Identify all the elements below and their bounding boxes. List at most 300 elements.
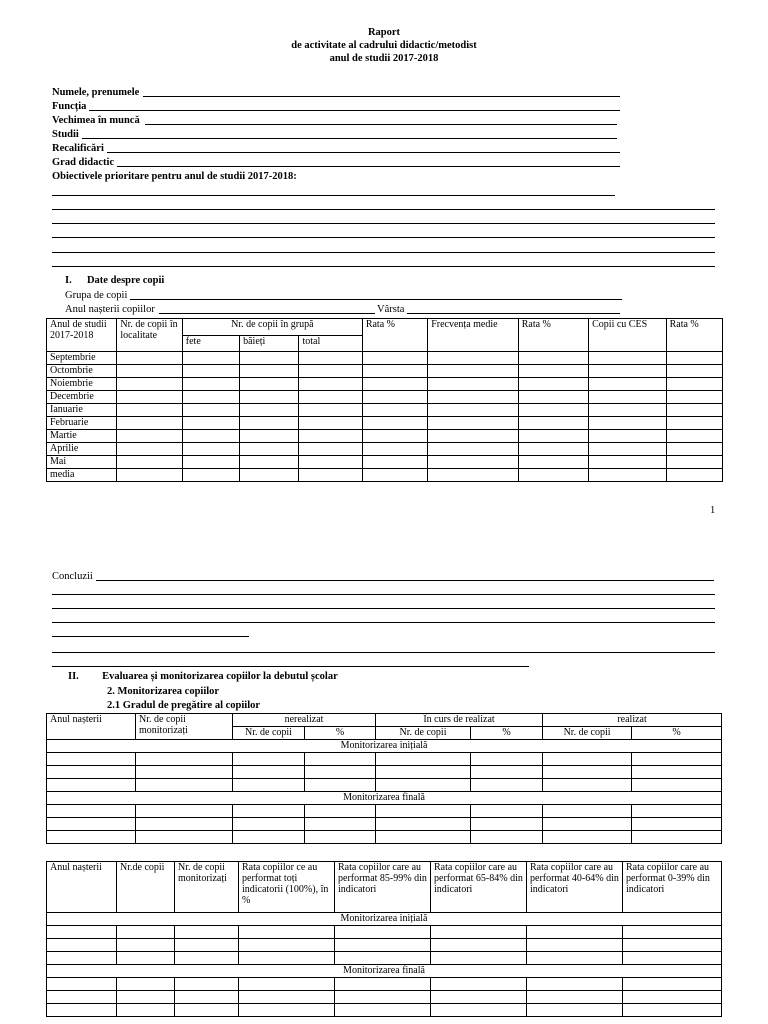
table-row [47,1004,722,1017]
table-cell[interactable] [182,443,239,456]
row-label: Mai [47,456,117,469]
conclusions-line-2[interactable] [52,594,715,595]
table-cell[interactable] [428,365,519,378]
readiness-table [46,713,722,844]
table-cell[interactable] [175,939,239,952]
t3-rate65-header: Rata copiilor care au performat 65-84% din indicatori [431,862,527,913]
t2-unrealized-header: nerealizat [233,714,376,727]
table-cell[interactable] [182,365,239,378]
table-cell[interactable] [47,939,117,952]
table-cell[interactable] [518,417,588,430]
table-cell[interactable] [518,404,588,417]
table-cell[interactable] [666,391,722,404]
section1-number: I. [65,275,72,286]
table-cell[interactable] [527,952,623,965]
field-degree-label: Grad didactic [52,157,115,168]
table-row [47,952,722,965]
table-row [47,430,723,443]
table-cell[interactable] [335,926,431,939]
table-cell[interactable] [47,926,117,939]
table-cell[interactable] [47,1004,117,1017]
table-cell[interactable] [666,365,722,378]
table-cell[interactable] [136,831,233,844]
table-cell[interactable] [428,443,519,456]
subsection2-number: 2. [107,686,115,697]
table-cell[interactable] [527,978,623,991]
objectives-line-4[interactable] [52,237,715,238]
table-cell[interactable] [240,456,299,469]
birth-year-label: Anul nașterii copiilor [65,304,155,315]
t3-rate85-header: Rata copiilor care au performat 85-99% din indicatori [335,862,431,913]
table-row [47,926,722,939]
row-label: Februarie [47,417,117,430]
table-cell[interactable] [47,952,117,965]
objectives-line-3[interactable] [52,223,715,224]
table-row [47,469,723,482]
table-cell[interactable] [431,952,527,965]
table-cell[interactable] [240,352,299,365]
field-requalification-line[interactable] [107,152,620,153]
field-function-line[interactable] [89,110,620,111]
table-cell[interactable] [623,952,722,965]
table-cell[interactable] [543,779,632,792]
field-name-label: Numele, prenumele [52,87,140,98]
table-cell[interactable] [305,753,376,766]
t3-count-header: Nr.de copii [117,862,175,913]
table-cell[interactable] [335,978,431,991]
field-name-line[interactable] [143,96,620,97]
t2-sub-percent: % [632,727,722,740]
table-cell[interactable] [175,952,239,965]
table-cell[interactable] [632,779,722,792]
table-cell[interactable] [632,831,722,844]
table-row [47,779,722,792]
table-cell[interactable] [305,766,376,779]
table-cell[interactable] [175,926,239,939]
table-cell[interactable] [431,978,527,991]
section2-number: II. [68,671,79,682]
table-cell[interactable] [362,417,427,430]
table-cell[interactable] [182,391,239,404]
table-cell[interactable] [362,430,427,443]
table-row [47,365,723,378]
table-cell[interactable] [362,404,427,417]
table-cell[interactable] [233,779,305,792]
subsection2-heading [107,685,219,698]
age-label: Vârsta [377,304,405,315]
table-cell[interactable] [117,991,175,1004]
table-cell[interactable] [239,978,335,991]
table-cell[interactable] [623,939,722,952]
table-cell[interactable] [623,926,722,939]
row-label: Decembrie [47,391,117,404]
table-cell[interactable] [362,365,427,378]
t2-realized-header: realizat [543,714,722,727]
conclusions-label: Concluzii [52,571,93,582]
group-label: Grupa de copii [65,290,128,301]
page-number: 1 [710,505,716,516]
t3-birth-header: Anul nașterii [47,862,117,913]
table-cell[interactable] [117,939,175,952]
table-cell[interactable] [666,456,722,469]
table-cell[interactable] [589,469,666,482]
col-ces-header: Copii cu CES [589,319,666,352]
conclusions-line-1[interactable] [96,580,714,581]
section1-heading [65,274,164,287]
table-cell[interactable] [182,430,239,443]
table-row [47,939,722,952]
table-cell[interactable] [632,753,722,766]
table-cell[interactable] [362,378,427,391]
table-cell[interactable] [518,378,588,391]
table-cell[interactable] [117,456,182,469]
table-cell[interactable] [428,456,519,469]
table-cell[interactable] [589,443,666,456]
table-cell[interactable] [117,443,182,456]
t3-rate0-header: Rata copiilor care au performat 0-39% din indicatori [623,862,722,913]
objectives-line-1[interactable] [52,195,615,196]
col-frequency-header: Frecvența medie [428,319,519,352]
table-cell[interactable] [117,365,182,378]
table-cell[interactable] [518,391,588,404]
table-cell[interactable] [362,443,427,456]
table-cell[interactable] [376,753,471,766]
t2-birth-header: Anul nașterii [47,714,136,740]
table-cell[interactable] [299,391,362,404]
table-row [47,831,722,844]
table-cell[interactable] [589,404,666,417]
table-cell[interactable] [376,818,471,831]
table-cell[interactable] [518,443,588,456]
t3-initial-row: Monitorizarea inițială [47,913,722,926]
conclusions-line-3[interactable] [52,608,715,609]
table-cell[interactable] [299,456,362,469]
table-cell[interactable] [431,926,527,939]
children-data-table [46,318,723,482]
t3-monitored-header: Nr. de copii monitorizați [175,862,239,913]
table-cell[interactable] [666,404,722,417]
table-cell[interactable] [239,952,335,965]
field-requalification-label: Recalificări [52,143,104,154]
table-cell[interactable] [471,766,543,779]
conclusions-line-7[interactable] [52,666,529,667]
table-cell[interactable] [632,766,722,779]
row-label: Noiembrie [47,378,117,391]
table-cell[interactable] [240,443,299,456]
table-cell[interactable] [305,831,376,844]
subsection21-number: 2.1 [107,700,121,711]
conclusions-line-5[interactable] [52,636,249,637]
table-cell[interactable] [305,805,376,818]
table-row [47,378,723,391]
table-cell[interactable] [527,939,623,952]
table-cell[interactable] [632,805,722,818]
table-row [47,352,723,365]
field-studies-line[interactable] [82,138,617,139]
row-label: media [47,469,117,482]
table-cell[interactable] [299,469,362,482]
table-cell[interactable] [117,417,182,430]
table-cell[interactable] [543,831,632,844]
objectives-line-2[interactable] [52,209,715,210]
table-cell[interactable] [47,991,117,1004]
t2-final-row: Monitorizarea finală [47,792,722,805]
row-label: Ianuarie [47,404,117,417]
table-cell[interactable] [518,456,588,469]
performance-table [46,861,722,1017]
table-row [47,456,723,469]
sub-boys-header: băieți [240,336,299,352]
table-cell[interactable] [240,469,299,482]
table-row [47,391,723,404]
t2-sub-count: Nr. de copii [376,727,471,740]
table-cell[interactable] [239,926,335,939]
table-row [47,818,722,831]
table-cell[interactable] [666,443,722,456]
table-cell[interactable] [117,952,175,965]
section1-title: Date despre copii [86,275,165,286]
table-cell[interactable] [428,430,519,443]
table-cell[interactable] [117,978,175,991]
field-degree-line[interactable] [117,166,620,167]
table-cell[interactable] [136,818,233,831]
subsection2-title: Monitorizarea copiilor [117,686,220,697]
table-cell[interactable] [376,766,471,779]
row-label: Octombrie [47,365,117,378]
table-cell[interactable] [299,443,362,456]
table-cell[interactable] [543,766,632,779]
table-cell[interactable] [666,417,722,430]
table-cell[interactable] [335,1004,431,1017]
table-cell[interactable] [117,430,182,443]
table-cell[interactable] [471,805,543,818]
table-cell[interactable] [527,1004,623,1017]
table-cell[interactable] [632,818,722,831]
table-cell[interactable] [471,779,543,792]
table-cell[interactable] [518,365,588,378]
table-cell[interactable] [589,365,666,378]
table-row [47,978,722,991]
table-cell[interactable] [299,417,362,430]
table-cell[interactable] [428,391,519,404]
table-cell[interactable] [233,818,305,831]
col-rate1-header: Rata % [362,319,427,352]
table-cell[interactable] [428,404,519,417]
table-cell[interactable] [233,753,305,766]
t2-sub-percent: % [471,727,543,740]
table-row [47,404,723,417]
table-cell[interactable] [431,991,527,1004]
table-row [47,766,722,779]
table-cell[interactable] [47,805,136,818]
table-cell[interactable] [362,352,427,365]
table-cell[interactable] [589,391,666,404]
t3-rate100-header: Rata copiilor ce au performat toți indicatorii (100%), în % [239,862,335,913]
t2-monitored-header: Nr. de copii monitorizați [136,714,233,740]
objectives-line-6[interactable] [52,266,715,267]
table-cell[interactable] [182,404,239,417]
table-cell[interactable] [239,939,335,952]
t2-sub-count: Nr. de copii [233,727,305,740]
table-cell[interactable] [589,352,666,365]
report-subtitle: de activitate al cadrului didactic/metodist [291,40,477,51]
table-cell[interactable] [182,417,239,430]
table-cell[interactable] [299,430,362,443]
table-cell[interactable] [47,753,136,766]
table-cell[interactable] [589,430,666,443]
table-cell[interactable] [136,766,233,779]
table-cell[interactable] [471,831,543,844]
table-cell[interactable] [471,818,543,831]
table-cell[interactable] [335,952,431,965]
col-year-header: Anul de studii 2017-2018 [47,319,117,352]
table-cell[interactable] [182,469,239,482]
table-cell[interactable] [543,818,632,831]
table-cell[interactable] [47,831,136,844]
table-cell[interactable] [299,378,362,391]
table-cell[interactable] [527,991,623,1004]
table-cell[interactable] [299,365,362,378]
col-locality-header: Nr. de copii în localitate [117,319,182,352]
table-cell[interactable] [117,926,175,939]
table-cell[interactable] [305,779,376,792]
table-cell[interactable] [623,978,722,991]
table-cell[interactable] [428,417,519,430]
table-row [47,805,722,818]
field-seniority-label: Vechimea în muncă [52,115,140,126]
table-cell[interactable] [240,404,299,417]
table-cell[interactable] [666,352,722,365]
table-cell[interactable] [117,378,182,391]
objectives-line-5[interactable] [52,252,715,253]
subsection21-heading [107,699,260,712]
report-title: Raport [367,27,401,38]
table-cell[interactable] [233,766,305,779]
table-cell[interactable] [233,805,305,818]
table-cell[interactable] [518,430,588,443]
table-cell[interactable] [376,831,471,844]
table-cell[interactable] [175,991,239,1004]
table-cell[interactable] [240,430,299,443]
table-cell[interactable] [376,805,471,818]
table-cell[interactable] [47,818,136,831]
field-studies-label: Studii [52,129,79,140]
age-line[interactable] [407,313,620,314]
col-rate2-header: Rata % [518,319,588,352]
table-cell[interactable] [305,818,376,831]
table-cell[interactable] [240,365,299,378]
table-cell[interactable] [117,352,182,365]
table-cell[interactable] [240,391,299,404]
table-cell[interactable] [117,404,182,417]
table-cell[interactable] [376,779,471,792]
row-label: Aprilie [47,443,117,456]
table-cell[interactable] [623,991,722,1004]
table-cell[interactable] [182,352,239,365]
table-cell[interactable] [362,469,427,482]
section2-title: Evaluarea și monitorizarea copiilor la debutul școlar [102,671,338,682]
table-cell[interactable] [136,805,233,818]
table-cell[interactable] [666,378,722,391]
sub-total-header: total [299,336,362,352]
birth-year-line[interactable] [159,313,375,314]
objectives-label: Obiectivele prioritare pentru anul de studii 2017-2018: [52,171,297,182]
t2-initial-row: Monitorizarea inițială [47,740,722,753]
table-cell[interactable] [239,1004,335,1017]
col-group-header: Nr. de copii în grupă [182,319,362,336]
table-cell[interactable] [117,391,182,404]
field-seniority-line[interactable] [145,124,617,125]
table-cell[interactable] [47,779,136,792]
table-cell[interactable] [431,1004,527,1017]
table-cell[interactable] [233,831,305,844]
report-header [0,26,768,65]
table-cell[interactable] [136,779,233,792]
conclusions-line-6[interactable] [52,652,715,653]
table-cell[interactable] [623,1004,722,1017]
table-cell[interactable] [362,456,427,469]
table-cell[interactable] [666,430,722,443]
table-cell[interactable] [518,352,588,365]
table-cell[interactable] [299,404,362,417]
field-function-label: Funcția [52,101,87,112]
subsection21-title: Gradul de pregătire al copiilor [122,700,261,711]
table-cell[interactable] [136,753,233,766]
table-cell[interactable] [47,766,136,779]
table-cell[interactable] [589,456,666,469]
table-cell[interactable] [175,1004,239,1017]
table-cell[interactable] [428,352,519,365]
table-cell[interactable] [428,378,519,391]
table-row [47,417,723,430]
table-cell[interactable] [666,469,722,482]
table-cell[interactable] [117,1004,175,1017]
t2-sub-count: Nr. de copii [543,727,632,740]
t2-inprogress-header: În curs de realizat [376,714,543,727]
table-cell[interactable] [240,417,299,430]
table-cell[interactable] [471,753,543,766]
table-row [47,753,722,766]
row-label: Septembrie [47,352,117,365]
t2-sub-percent: % [305,727,376,740]
table-cell[interactable] [182,456,239,469]
conclusions-line-4[interactable] [52,622,715,623]
report-year: anul de studii 2017-2018 [329,53,439,64]
table-cell[interactable] [335,991,431,1004]
row-label: Martie [47,430,117,443]
table-cell[interactable] [589,378,666,391]
table-cell[interactable] [428,469,519,482]
table-cell[interactable] [239,991,335,1004]
table-cell[interactable] [335,939,431,952]
table-cell[interactable] [117,469,182,482]
table-row [47,991,722,1004]
table-cell[interactable] [527,926,623,939]
table-cell[interactable] [518,469,588,482]
table-cell[interactable] [175,978,239,991]
group-line[interactable] [130,299,622,300]
table-cell[interactable] [543,753,632,766]
table-cell[interactable] [362,391,427,404]
table-cell[interactable] [299,352,362,365]
section2-heading [68,670,338,683]
table-cell[interactable] [543,805,632,818]
table-cell[interactable] [182,378,239,391]
table-cell[interactable] [589,417,666,430]
table-cell[interactable] [431,939,527,952]
table-cell[interactable] [240,378,299,391]
table-cell[interactable] [47,978,117,991]
